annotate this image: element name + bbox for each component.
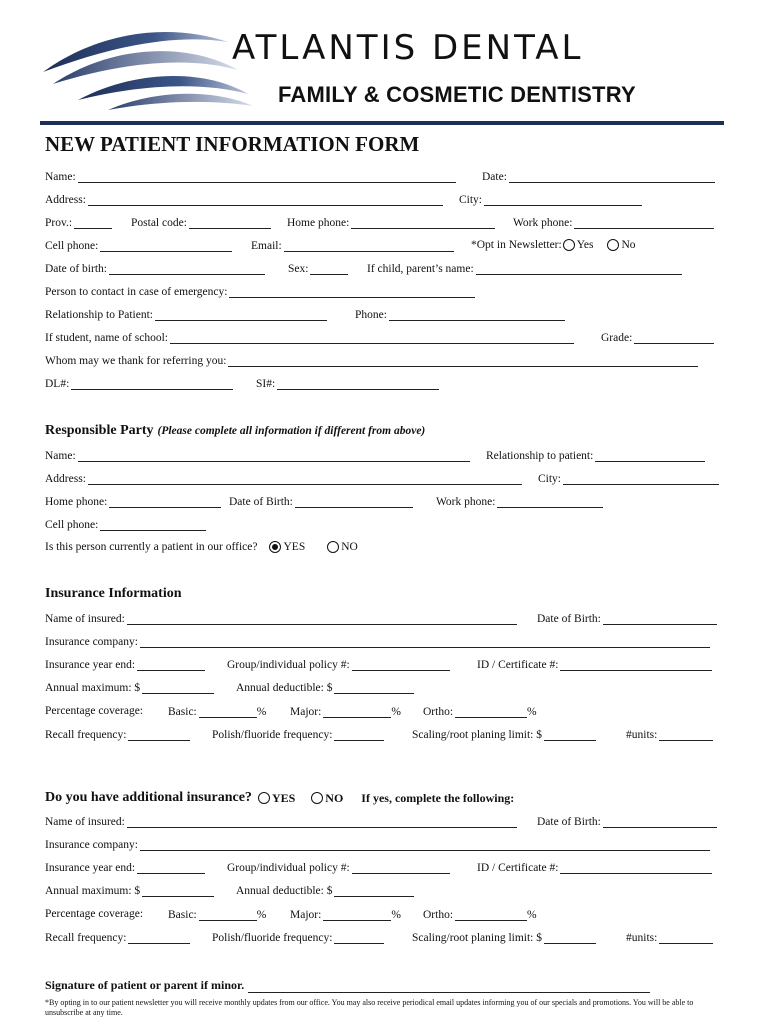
rp-work-phone-field[interactable] <box>497 495 603 508</box>
ins-annual-ded-label: Annual deductible: $ <box>236 682 333 694</box>
dl-field[interactable] <box>71 377 233 390</box>
header-divider <box>40 121 724 125</box>
row-add-max <box>45 884 725 902</box>
row-add-recall <box>45 931 725 949</box>
ins-polish-field[interactable] <box>334 728 384 741</box>
work-phone-field[interactable] <box>574 216 714 229</box>
add-group-policy-label: Group/individual policy #: <box>227 862 350 874</box>
ins-annual-max-label: Annual maximum: $ <box>45 682 141 694</box>
add-company-label: Insurance company: <box>45 839 138 851</box>
date-field[interactable] <box>509 170 715 183</box>
add-major-pct: % <box>391 909 401 921</box>
ins-year-end-label: Insurance year end: <box>45 659 136 671</box>
ins-recall-label: Recall frequency: <box>45 729 127 741</box>
row-school-grade <box>45 331 725 349</box>
rp-dob-field[interactable] <box>295 495 413 508</box>
add-pct-coverage-label: Percentage coverage: <box>45 908 144 920</box>
add-recall-field[interactable] <box>128 931 190 944</box>
add-units-label: #units: <box>626 932 658 944</box>
ins-group-policy-field[interactable] <box>352 658 450 671</box>
row-ins-recall <box>45 728 725 746</box>
newsletter-yes-label: Yes <box>576 239 594 251</box>
ins-annual-ded-field[interactable] <box>334 681 414 694</box>
si-field[interactable] <box>277 377 439 390</box>
add-name-label: Name of insured: <box>45 816 125 828</box>
signature-row <box>45 978 650 993</box>
emergency-contact-field[interactable] <box>229 285 475 298</box>
relationship-field[interactable] <box>155 308 327 321</box>
emergency-phone-field[interactable] <box>389 308 565 321</box>
newsletter-footnote: *By opting in to our patient newsletter you will receive monthly updates from our office. You may also receive periodical email updates informing you of our specials and promotions. You will be able to unsubscribe at any time. <box>45 998 694 1017</box>
city-label: City: <box>459 194 483 206</box>
row-ins-name <box>45 612 725 630</box>
cell-phone-field[interactable] <box>100 239 232 252</box>
rp-name-field[interactable] <box>78 449 470 462</box>
ins-company-label: Insurance company: <box>45 636 138 648</box>
additional-if-yes-note: If yes, complete the following: <box>361 790 515 805</box>
row-add-company <box>45 838 725 856</box>
si-label: SI#: <box>256 378 276 390</box>
rp-relationship-label: Relationship to patient: <box>486 450 594 462</box>
prov-field[interactable] <box>74 216 112 229</box>
city-field[interactable] <box>484 193 642 206</box>
rp-name-label: Name: <box>45 450 76 462</box>
additional-yes-label: YES <box>271 790 296 805</box>
responsible-party-note: (Please complete all information if different from above) <box>157 425 426 437</box>
add-major-label: Major: <box>290 909 322 921</box>
row-emergency <box>45 285 725 303</box>
ins-pct-coverage-label: Percentage coverage: <box>45 705 144 717</box>
school-label: If student, name of school: <box>45 332 168 344</box>
sex-field[interactable] <box>310 262 348 275</box>
referral-field[interactable] <box>228 354 698 367</box>
postal-code-label: Postal code: <box>131 217 187 229</box>
add-annual-ded-label: Annual deductible: $ <box>236 885 333 897</box>
row-ins-policy <box>45 658 725 676</box>
rp-address-label: Address: <box>45 473 86 485</box>
add-dob-field[interactable] <box>603 815 717 828</box>
row-ins-max <box>45 681 725 699</box>
add-ortho-pct: % <box>527 909 537 921</box>
rp-home-phone-field[interactable] <box>109 495 221 508</box>
brand-tagline: FAMILY & COSMETIC DENTISTRY <box>278 82 636 107</box>
add-units-field[interactable] <box>659 931 713 944</box>
add-annual-ded-field[interactable] <box>334 884 414 897</box>
parent-name-field[interactable] <box>476 262 682 275</box>
row-referral <box>45 354 725 372</box>
row-name-date <box>45 170 725 188</box>
referral-label: Whom may we thank for referring you: <box>45 355 227 367</box>
address-label: Address: <box>45 194 86 206</box>
rp-home-phone-label: Home phone: <box>45 496 108 508</box>
home-phone-label: Home phone: <box>287 217 350 229</box>
add-scaling-label: Scaling/root planing limit: $ <box>412 932 543 944</box>
rp-cell-phone-field[interactable] <box>100 518 206 531</box>
ins-name-label: Name of insured: <box>45 613 125 625</box>
row-rp-current-patient <box>45 541 725 559</box>
row-address-city <box>45 193 725 211</box>
form-title: NEW PATIENT INFORMATION FORM <box>45 132 420 156</box>
current-patient-yes-label: YES <box>283 541 306 553</box>
date-label: Date: <box>482 171 507 183</box>
emergency-phone-label: Phone: <box>355 309 387 321</box>
add-ortho-label: Ortho: <box>423 909 454 921</box>
dl-label: DL#: <box>45 378 70 390</box>
ins-recall-field[interactable] <box>128 728 190 741</box>
add-recall-label: Recall frequency: <box>45 932 127 944</box>
add-basic-label: Basic: <box>168 909 197 921</box>
ins-company-field[interactable] <box>140 635 710 648</box>
brand-name: ATLANTIS DENTAL <box>232 28 584 68</box>
home-phone-field[interactable] <box>351 216 495 229</box>
ins-ortho-pct: % <box>527 706 537 718</box>
additional-no-label: NO <box>325 790 344 805</box>
work-phone-label: Work phone: <box>513 217 573 229</box>
current-patient-yes-radio[interactable] <box>269 541 281 553</box>
relationship-label: Relationship to Patient: <box>45 309 153 321</box>
add-major-field[interactable] <box>323 908 391 921</box>
add-ortho-field[interactable] <box>455 908 527 921</box>
row-prov-phones <box>45 216 725 234</box>
postal-code-field[interactable] <box>189 216 271 229</box>
additional-yes-radio[interactable] <box>258 792 270 804</box>
add-dob-label: Date of Birth: <box>537 816 601 828</box>
add-basic-field[interactable] <box>199 908 257 921</box>
row-rp-phones <box>45 495 725 513</box>
newsletter-no-label: No <box>621 239 636 251</box>
opt-in-label: *Opt in Newsletter: <box>471 239 562 251</box>
row-add-coverage <box>45 908 725 926</box>
ins-annual-max-field[interactable] <box>142 681 214 694</box>
add-name-field[interactable] <box>127 815 517 828</box>
row-add-name <box>45 815 725 833</box>
name-field[interactable] <box>78 170 456 183</box>
address-field[interactable] <box>88 193 443 206</box>
additional-insurance-question: Do you have additional insurance? <box>45 790 252 805</box>
name-label: Name: <box>45 171 76 183</box>
responsible-party-title: Responsible Party <box>45 423 154 438</box>
add-year-end-field[interactable] <box>137 861 205 874</box>
signature-field[interactable] <box>248 980 650 993</box>
ins-dob-field[interactable] <box>603 612 717 625</box>
add-company-field[interactable] <box>140 838 710 851</box>
responsible-party-heading <box>45 423 425 439</box>
dob-field[interactable] <box>109 262 265 275</box>
cell-phone-label: Cell phone: <box>45 240 99 252</box>
ins-basic-field[interactable] <box>199 705 257 718</box>
row-rp-name <box>45 449 725 467</box>
dob-label: Date of birth: <box>45 263 107 275</box>
add-annual-max-label: Annual maximum: $ <box>45 885 141 897</box>
current-patient-no-label: NO <box>341 541 358 553</box>
add-polish-field[interactable] <box>334 931 384 944</box>
ins-major-field[interactable] <box>323 705 391 718</box>
ins-units-label: #units: <box>626 729 658 741</box>
ins-major-pct: % <box>391 706 401 718</box>
ins-units-field[interactable] <box>659 728 713 741</box>
row-rp-cell <box>45 518 725 536</box>
add-group-policy-field[interactable] <box>352 861 450 874</box>
parent-name-label: If child, parent’s name: <box>367 263 474 275</box>
row-rp-address <box>45 472 725 490</box>
current-patient-label: Is this person currently a patient in our office? <box>45 541 258 553</box>
ins-scaling-field[interactable] <box>544 728 596 741</box>
row-ins-coverage <box>45 705 725 723</box>
row-add-policy <box>45 861 725 879</box>
email-label: Email: <box>251 240 282 252</box>
rp-address-field[interactable] <box>88 472 522 485</box>
ins-basic-label: Basic: <box>168 706 197 718</box>
additional-no-radio[interactable] <box>311 792 323 804</box>
emergency-contact-label: Person to contact in case of emergency: <box>45 286 228 298</box>
ins-id-label: ID / Certificate #: <box>477 659 559 671</box>
grade-field[interactable] <box>634 331 714 344</box>
add-polish-label: Polish/fluoride frequency: <box>212 932 333 944</box>
ins-id-field[interactable] <box>560 658 712 671</box>
sex-label: Sex: <box>288 263 309 275</box>
rp-city-label: City: <box>538 473 562 485</box>
add-scaling-field[interactable] <box>544 931 596 944</box>
add-year-end-label: Insurance year end: <box>45 862 136 874</box>
ins-major-label: Major: <box>290 706 322 718</box>
ins-ortho-label: Ortho: <box>423 706 454 718</box>
ins-year-end-field[interactable] <box>137 658 205 671</box>
add-annual-max-field[interactable] <box>142 884 214 897</box>
email-field[interactable] <box>284 239 454 252</box>
school-field[interactable] <box>170 331 574 344</box>
rp-cell-phone-label: Cell phone: <box>45 519 99 531</box>
row-relationship-phone <box>45 308 725 326</box>
add-id-field[interactable] <box>560 861 712 874</box>
newsletter-yes-radio[interactable] <box>563 239 575 251</box>
prov-label: Prov.: <box>45 217 73 229</box>
ins-scaling-label: Scaling/root planing limit: $ <box>412 729 543 741</box>
additional-insurance-heading <box>45 790 514 806</box>
ins-polish-label: Polish/fluoride frequency: <box>212 729 333 741</box>
add-id-label: ID / Certificate #: <box>477 862 559 874</box>
current-patient-no-radio[interactable] <box>327 541 339 553</box>
signature-label: Signature of patient or parent if minor. <box>45 978 245 992</box>
ins-group-policy-label: Group/individual policy #: <box>227 659 350 671</box>
ins-ortho-field[interactable] <box>455 705 527 718</box>
ins-name-field[interactable] <box>127 612 517 625</box>
rp-city-field[interactable] <box>563 472 719 485</box>
insurance-heading: Insurance Information <box>45 586 182 601</box>
add-basic-pct: % <box>256 909 267 921</box>
ins-basic-pct: % <box>256 706 267 718</box>
newsletter-no-radio[interactable] <box>607 239 619 251</box>
row-dob-sex <box>45 262 725 280</box>
row-dl-si <box>45 377 725 395</box>
ins-dob-label: Date of Birth: <box>537 613 601 625</box>
rp-relationship-field[interactable] <box>595 449 705 462</box>
rp-dob-label: Date of Birth: <box>229 496 293 508</box>
rp-work-phone-label: Work phone: <box>436 496 496 508</box>
row-ins-company <box>45 635 725 653</box>
grade-label: Grade: <box>601 332 633 344</box>
row-cell-email <box>45 239 725 257</box>
